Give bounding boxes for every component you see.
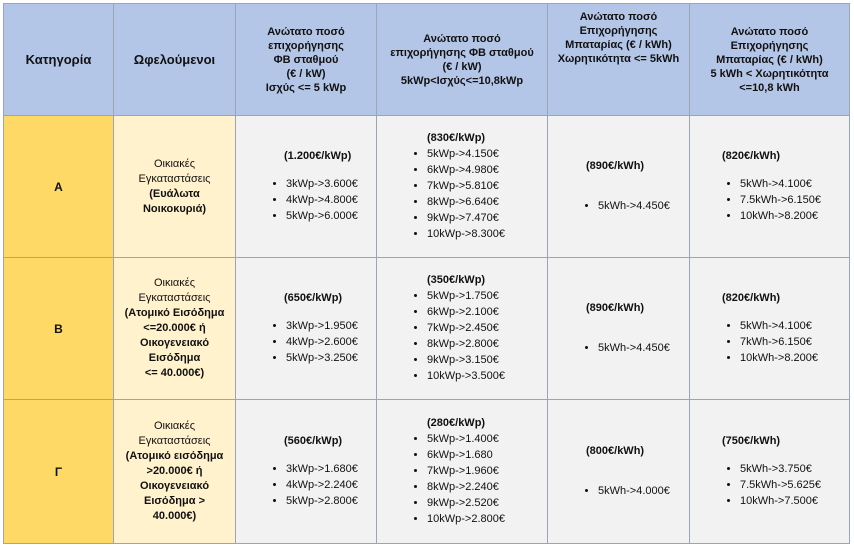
list-item: • 5kWp->1.750€	[427, 288, 547, 304]
beneficiaries-cell: Οικιακές Εγκαταστάσεις (Ατομικό Εισόδημα <=20.000€ ή Οικογενειακό Εισόδημα <= 40.000€)	[114, 258, 236, 400]
list-item: • 7kWh->6.150€	[740, 334, 849, 350]
list-item: • 5kWh->4.450€	[598, 198, 689, 214]
list-item: • 8kWp->2.240€	[427, 479, 547, 495]
list-item: • 5kWh->3.750€	[740, 461, 849, 477]
amount-list	[568, 483, 689, 499]
table-row	[4, 258, 850, 400]
amount-list	[710, 461, 849, 509]
amount-list	[397, 288, 547, 384]
list-item: • 6kWp->2.100€	[427, 304, 547, 320]
amount-list	[568, 198, 689, 214]
table-row	[4, 116, 850, 258]
list-item: • 5kWh->4.450€	[598, 340, 689, 356]
battery-large-cell: (750€/kWh) • 5kWh->3.750€ • 7.5kWh->5.625€ • 10kWh->7.500€	[690, 400, 850, 544]
list-item: • 7.5kWh->5.625€	[740, 477, 849, 493]
list-item: • 8kWp->6.640€	[427, 194, 547, 210]
pv-small-cell: (1.200€/kWp) • 3kWp->3.600€ • 4kWp->4.800€ • 5kWp->6.000€	[236, 116, 377, 258]
list-item: • 8kWp->2.800€	[427, 336, 547, 352]
header-category: Κατηγορία	[4, 4, 114, 116]
list-item: • 7kWp->1.960€	[427, 463, 547, 479]
battery-large-cell: (820€/kWh) • 5kWh->4.100€ • 7kWh->6.150€ • 10kWh->8.200€	[690, 258, 850, 400]
amount-list	[710, 318, 849, 366]
amount-list	[256, 461, 376, 509]
amount-list	[710, 176, 849, 224]
beneficiaries-cell: Οικιακές Εγκαταστάσεις (Ατομικό εισόδημα >20.000€ ή Οικογενειακό Εισόδημα > 40.000€)	[114, 400, 236, 544]
pv-small-cell: (650€/kWp) • 3kWp->1.950€ • 4kWp->2.600€ • 5kWp->3.250€	[236, 258, 377, 400]
list-item: • 10kWh->7.500€	[740, 493, 849, 509]
pv-large-cell: (350€/kWp) • 5kWp->1.750€ • 6kWp->2.100€ • 7kWp->2.450€ • 8kWp->2.800€ • 9kWp->3.150€ • 10kWp->3.500€	[377, 258, 548, 400]
header-pv-small: Ανώτατο ποσό επιχορήγησης ΦΒ σταθμού (€ / kW) Ισχύς <= 5 kWp	[236, 4, 377, 116]
list-item: • 5kWh->4.100€	[740, 318, 849, 334]
subsidy-table-container	[3, 3, 850, 544]
category-cell: Α	[4, 116, 114, 258]
list-item: • 4kWp->2.600€	[286, 334, 376, 350]
table-row	[4, 400, 850, 544]
list-item: • 9kWp->7.470€	[427, 210, 547, 226]
pv-large-cell: (280€/kWp) • 5kWp->1.400€ • 6kWp->1.680 • 7kWp->1.960€ • 8kWp->2.240€ • 9kWp->2.520€ • 10kWp->2.800€	[377, 400, 548, 544]
list-item: • 6kWp->1.680	[427, 447, 547, 463]
list-item: • 10kWp->8.300€	[427, 226, 547, 242]
list-item: • 5kWh->4.000€	[598, 483, 689, 499]
list-item: • 5kWp->6.000€	[286, 208, 376, 224]
battery-small-cell: (890€/kWh) • 5kWh->4.450€	[548, 258, 690, 400]
battery-small-cell: (800€/kWh) • 5kWh->4.000€	[548, 400, 690, 544]
header-beneficiaries: Ωφελούμενοι	[114, 4, 236, 116]
pv-small-cell: (560€/kWp) • 3kWp->1.680€ • 4kWp->2.240€ • 5kWp->2.800€	[236, 400, 377, 544]
category-cell: Β	[4, 258, 114, 400]
list-item: • 10kWp->3.500€	[427, 368, 547, 384]
list-item: • 7kWp->5.810€	[427, 178, 547, 194]
battery-large-cell: (820€/kWh) • 5kWh->4.100€ • 7.5kWh->6.150€ • 10kWh->8.200€	[690, 116, 850, 258]
list-item: • 10kWp->2.800€	[427, 511, 547, 527]
list-item: • 7kWp->2.450€	[427, 320, 547, 336]
list-item: • 5kWh->4.100€	[740, 176, 849, 192]
amount-list	[397, 146, 547, 242]
list-item: • 4kWp->4.800€	[286, 192, 376, 208]
list-item: • 5kWp->3.250€	[286, 350, 376, 366]
list-item: • 5kWp->1.400€	[427, 431, 547, 447]
header-battery-large: Ανώτατο ποσό Επιχορήγησης Μπαταρίας (€ / kWh) 5 kWh < Χωρητικότητα <=10,8 kWh	[690, 4, 850, 116]
pv-large-cell: (830€/kWp) • 5kWp->4.150€ • 6kWp->4.980€ • 7kWp->5.810€ • 8kWp->6.640€ • 9kWp->7.470€ • 10kWp->8.300€	[377, 116, 548, 258]
header-pv-large: Ανώτατο ποσό επιχορήγησης ΦΒ σταθμού (€ / kW) 5kWp<Ισχύς<=10,8kWp	[377, 4, 548, 116]
amount-list	[397, 431, 547, 527]
beneficiaries-cell: Οικιακές Εγκαταστάσεις (Ευάλωτα Νοικοκυριά)	[114, 116, 236, 258]
list-item: • 5kWp->4.150€	[427, 146, 547, 162]
header-battery-small: Ανώτατο ποσό Επιχορήγησης Μπαταρίας (€ / kWh) Χωρητικότητα <= 5kWh	[548, 4, 690, 116]
list-item: • 10kWh->8.200€	[740, 350, 849, 366]
list-item: • 9kWp->3.150€	[427, 352, 547, 368]
amount-list	[256, 176, 376, 224]
list-item: • 10kWh->8.200€	[740, 208, 849, 224]
list-item: • 4kWp->2.240€	[286, 477, 376, 493]
amount-list	[256, 318, 376, 366]
list-item: • 7.5kWh->6.150€	[740, 192, 849, 208]
list-item: • 6kWp->4.980€	[427, 162, 547, 178]
battery-small-cell: (890€/kWh) • 5kWh->4.450€	[548, 116, 690, 258]
list-item: • 3kWp->1.950€	[286, 318, 376, 334]
header-row	[4, 4, 850, 116]
list-item: • 3kWp->3.600€	[286, 176, 376, 192]
list-item: • 9kWp->2.520€	[427, 495, 547, 511]
list-item: • 3kWp->1.680€	[286, 461, 376, 477]
list-item: • 5kWp->2.800€	[286, 493, 376, 509]
subsidy-table	[3, 3, 850, 544]
amount-list	[568, 340, 689, 356]
category-cell: Γ	[4, 400, 114, 544]
